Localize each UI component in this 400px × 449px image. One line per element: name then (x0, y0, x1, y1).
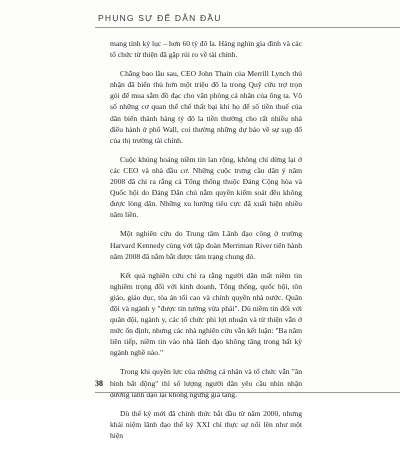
running-head: PHỤNG SỰ ĐỂ DẪN ĐẦU (98, 13, 222, 23)
paragraph-3: Cuộc khủng hoảng niềm tin lan rộng, không chỉ dừng lại ở các CEO và nhà đầu cơ. Những cuộc trưng cầu dân ý năm 2008 đã chỉ ra rằng cả Tổng thống thuộc Đảng Cộng hòa và Quốc hội do Đảng Dân chủ nắm quyền kiểm soát đều không được lòng dân. Những xu hướng tiêu cực đã xuất hiện nhiều năm liền. (110, 154, 302, 220)
paragraph-5: Kết quả nghiên cứu chỉ ra rằng người dân mất niềm tin nghiêm trọng đối với kinh doanh, Tổng thống, quốc hội, tôn giáo, giáo dục, tòa án tối cao và chính quyền nhà nước. Quân đội và ngành y "được tin tưởng vừa phải". Dù niềm tin đối với quân đội, ngành y, các tổ chức phi lợi nhuận và từ thiện vẫn ở mức ổn định, nhưng các nhà nghiên cứu vẫn kết luận: "Ba năm liên tiếp, niềm tin vào nhà lãnh đạo không tăng trong bất kỳ ngành nghề nào." (110, 270, 302, 358)
paragraph-4: Một nghiên cứu do Trung tâm Lãnh đạo công ở trường Harvard Kennedy cùng với tập đoàn Merriman River tiến hành năm 2008 đã nắm bắt được tâm trạng chung đó. (110, 229, 302, 261)
paragraph-7: Dù thế kỷ mới đã chính thức bắt đầu từ năm 2000, nhưng khái niệm lãnh đạo thế kỷ XXI chỉ thực sự nổi lên như một hiện (110, 408, 302, 440)
paragraph-6: Trong khi quyền lực của những cá nhân và tổ chức vẫn "ăn bình bất động" thì số lượng người dân yêu cầu nhìn nhận đường lãnh đạo lại không ngừng gia tăng. (110, 367, 302, 399)
header-rule (95, 27, 400, 28)
page-number: 38 (95, 379, 103, 388)
body-text (110, 38, 302, 449)
paragraph-1: mang tính kỷ lục – hơn 60 tỷ đô la. Hàng nghìn gia đình và các tổ chức từ thiện đã gặp rủi ro về tài chính. (110, 39, 302, 60)
footer-rule (95, 392, 400, 393)
paragraph-2: Chẳng bao lâu sau, CEO John Thain của Merrill Lynch thú nhận đã biển thủ hơn một triệu đô la trong Quỹ cứu trợ trọn gói để mua sắm đồ đạc cho văn phòng cá nhân của ông ta. Vô số những cơ quan thể chế thất bại khi họ để số tiền thuế của dân biến thành hàng tỷ đô la tiền thưởng cho rất nhiều nhà điều hành ở phố Wall, coi thường những dự báo về sự sụp đổ của thị trường tài chính. (110, 69, 302, 145)
